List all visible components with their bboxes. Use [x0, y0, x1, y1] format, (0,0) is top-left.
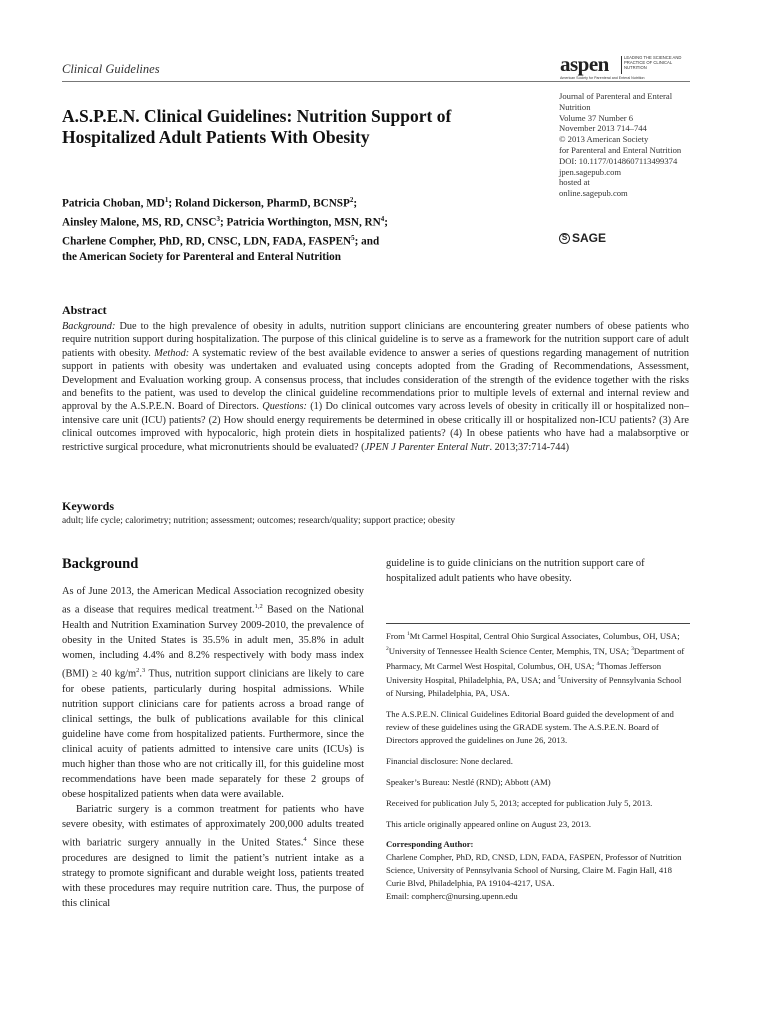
header-rule: [62, 81, 690, 82]
sage-wordmark: SAGE: [572, 231, 607, 245]
logo-small-text: LEADING THE SCIENCE AND PRACTICE OF CLINICAL NUTRITION: [624, 55, 682, 70]
affiliations-note: From $^1$Mt Carmel Hospital, Central Ohio Surgical Associates, Columbus, OH, USA; $^2$University of Tennessee Health Science Center, Memphis, TN, USA; $^3$Department of Pharmacy, Mt Carmel West Hospital, Columbus, OH, USA; $^4$Thomas Jefferson University Hospital, Philadelphia, PA, USA; and $^5$University of Pennsylvania School of Nursing, Philadelphia, PA, USA.: [386, 630, 685, 699]
abstract-body: [62, 320, 689, 454]
author-name: ; Patricia Worthington, MSN, RN: [219, 216, 381, 229]
abstract-text: Due to the high prevalence of obesity in adults, nutrition support clinicians are encountering greater numbers of obese patients who require nutrition support during hospitalization. The purpose of this clinical guideline is to serve as a framework for the nutrition support care of adult patients with obesity.: [62, 321, 689, 359]
journal-info-line: Volume 37 Number 6: [559, 112, 634, 123]
aspen-logo: [560, 52, 690, 78]
affiliation-mark: 3: [216, 214, 220, 223]
abstract-label: Questions:: [262, 401, 307, 413]
article-notes: [386, 628, 689, 903]
keywords-list: adult; life cycle; calorimetry; nutrition; assessment; outcomes; research/quality; support practice; obesity: [62, 516, 456, 526]
speakers-bureau: Speaker’s Bureau: Nestlé (RND); Abbott (AM): [386, 776, 551, 787]
received-dates: Received for publication July 5, 2013; accepted for publication July 5, 2013.: [386, 797, 653, 808]
section-label: Clinical Guidelines: [62, 62, 160, 76]
abstract-heading: Abstract: [62, 303, 107, 317]
author-name: Ainsley Malone, MS, RD, CNSC: [62, 216, 217, 229]
author-name: Charlene Compher, PhD, RD, CNSC, LDN, FADA, FASPEN: [62, 235, 352, 248]
journal-info: [559, 91, 709, 199]
logo-divider: [621, 56, 622, 74]
journal-info-line: November 2013 714–744: [559, 123, 647, 134]
sage-logo: [559, 231, 606, 245]
journal-info-line: Nutrition: [559, 101, 591, 112]
logo-wordmark: aspen: [560, 52, 609, 76]
author-organization: the American Society for Parenteral and Enteral Nutrition: [62, 250, 341, 263]
abstract-label: Method:: [154, 347, 190, 359]
abstract-text: A systematic review of the best available evidence to answer a series of questions regarding management of nutrition support in patients with obesity was undertaken and evaluated using concepts adopted from the Grading of Recommendations, Assessment, Development and Evaluation working group. A consensus process, that includes consideration of the strength of the evidence together with the risks and benefits to the patient, was used to develop the clinical guideline recommendations prior to multiple levels of external and internal review and approval by the A.S.P.E.N. Board of Directors.: [62, 347, 689, 413]
author-list: [62, 193, 532, 265]
author-separator: ;: [384, 216, 388, 229]
keywords-heading: Keywords: [62, 499, 114, 513]
background-heading: Background: [62, 556, 139, 572]
journal-info-line: Journal of Parenteral and Enteral: [559, 91, 673, 101]
corresponding-author-text: Charlene Compher, PhD, RD, CNSD, LDN, FADA, FASPEN, Professor of Nutrition Science, University of Pennsylvania School of Nursing, Claire M. Fagin Hall, 418 Curie Blvd, Philadelphia, PA 19104-4217, USA.: [386, 852, 682, 889]
author-name: ; Roland Dickerson, PharmD, BCNSP: [168, 197, 350, 210]
reference-mark[interactable]: 4: [303, 836, 307, 844]
reference-mark[interactable]: 1,2: [254, 603, 263, 611]
author-separator: ; and: [354, 235, 380, 248]
abstract-text: (1) Do clinical outcomes vary across levels of obesity in critically ill or hospitalized non–intensive care unit (ICU) patients? (2) How should energy requirements be determined in obese critically ill or hospitalized non-ICU patients? (3) Are clinical outcomes improved with hypocaloric, high protein diets in hospitalized patients? (4) In obese patients who have had a malabsorptive or restrictive surgical procedure, what micronutrients should be evaluated? (: [62, 401, 690, 453]
reference-mark[interactable]: 3: [142, 666, 146, 674]
paragraph: Bariatric surgery is a common treatment for patients who have severe obesity, with estimates of approximately 200,000 adults treated with bariatric surgery annually in the United States.$^4$ Since these procedures are designed to limit the patient’s nutrient intake as a strategy to promote significant and durable weight loss, patients treated with these procedures may require nutrition care. Thus, the purpose of this clinical: [62, 804, 364, 910]
background-left-column: [62, 584, 364, 911]
editorial-board-note: The A.S.P.E.N. Clinical Guidelines Editorial Board guided the development of and review of these guidelines using the GRADE system. The A.S.P.E.N. Board of Directors approved the guidelines on June 26, 2013.: [386, 709, 674, 745]
journal-link[interactable]: jpen.sagepub.com: [559, 166, 622, 177]
corresponding-author-heading: Corresponding Author:: [386, 839, 474, 850]
journal-info-line: hosted at: [559, 177, 590, 188]
corresponding-email[interactable]: Email: compherc@nursing.upenn.edu: [386, 891, 518, 902]
logo-tagline: American Society for Parenteral and Enteral Nutrition: [560, 76, 645, 80]
paragraph: As of June 2013, the American Medical Association recognized obesity as a disease that requires medical treatment.$^{1,2}$ Based on the National Health and Nutrition Examination Survey 2009-2010, the prevalence of obesity in the United States is 35.5% in adult men, 35.8% in adult women, including 4.4% and 8.2% respectively with body mass index (BMI) ≥ 40 $kg/m^2.^3$ Thus, nutrition support clinicians are likely to care for obese patients, particularly during hospital admissions. While nutrition support clinicians care for patients across a broad range of clinical settings, the bulk of publications available for this clinical guideline have come from hospitalized patients. Furthermore, since the clinical acuity of patients admitted to intensive care units (ICUs) is much higher than those who are not critically ill, for this guideline most recommendations have been made separately for these 2 groups of obese hospitalized patients when data were available.: [62, 586, 365, 801]
online-date: This article originally appeared online on August 23, 2013.: [386, 818, 592, 829]
affiliation-mark: 5: [351, 233, 355, 242]
citation-text: . 2013;37:714-744): [489, 441, 569, 453]
affiliation-mark: 4: [380, 214, 385, 223]
article-title: A.S.P.E.N. Clinical Guidelines: Nutrition Support of Hospitalized Adult Patients With Obesity: [62, 106, 452, 147]
abstract-label: Background:: [62, 321, 116, 332]
author-separator: ;: [353, 197, 358, 210]
footnote-rule: [386, 623, 690, 624]
affiliation-mark: 1: [164, 196, 169, 204]
background-right-continuation: guideline is to guide clinicians on the nutrition support care of hospitalized adult patients who have obesity.: [386, 558, 645, 585]
journal-info-line: for Parenteral and Enteral Nutrition: [559, 144, 682, 155]
journal-link[interactable]: online.sagepub.com: [559, 188, 628, 199]
financial-disclosure: Financial disclosure: None declared.: [386, 755, 513, 766]
citation-journal: JPEN J Parenter Enteral Nutr: [364, 441, 490, 453]
journal-info-line: © 2013 American Society: [559, 134, 649, 145]
author-name: Patricia Choban, MD: [62, 197, 165, 210]
affiliation-mark: 2: [349, 196, 354, 204]
sage-icon: S: [559, 233, 570, 244]
journal-info-line: DOI: 10.1177/0148607113499374: [559, 155, 678, 166]
